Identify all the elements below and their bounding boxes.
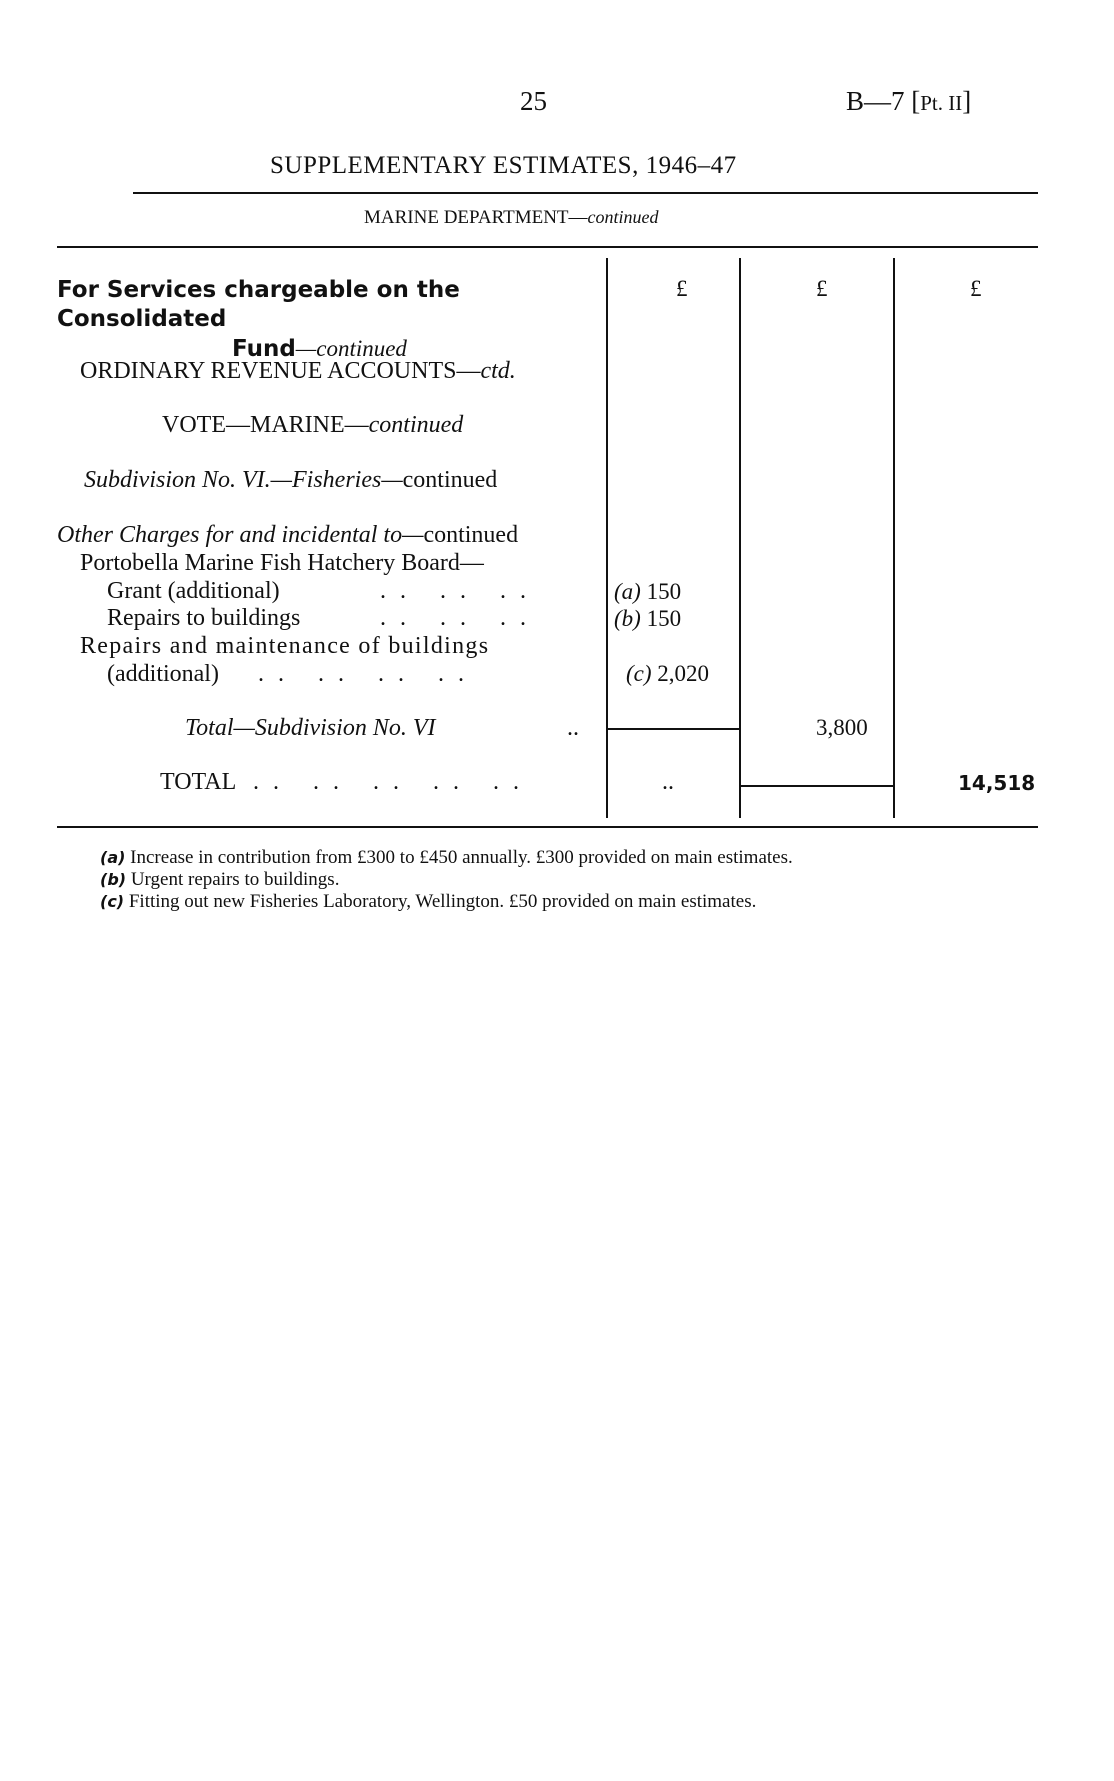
table-top-rule (57, 246, 1038, 248)
total-col1-dots: .. (662, 769, 674, 795)
row-repairs-dots: .. .. .. (380, 605, 540, 631)
document-reference (846, 86, 971, 117)
ref-close: ] (962, 86, 972, 116)
page-number: 25 (520, 86, 547, 116)
subtotal-amount: 3,800 (816, 715, 868, 740)
footnote-mark: (c) (626, 661, 652, 686)
subtotal-rule (606, 728, 739, 730)
ordinary-revenue-heading: ORDINARY REVENUE ACCOUNTS—ctd. (80, 358, 516, 384)
total-amount: 14,518 (958, 771, 1036, 795)
row-repairs-amount: (b) 150 (614, 606, 682, 631)
services-heading-line1: For Services chargeable on the Consolidated (57, 277, 460, 332)
footnote-mark: (b) (614, 606, 641, 631)
vote-heading: VOTE—MARINE—continued (162, 412, 464, 438)
currency-header-1: £ (676, 276, 688, 301)
total-label: TOTAL (160, 769, 237, 795)
currency-header-2: £ (816, 276, 828, 301)
board-heading: Portobella Marine Fish Hatchery Board— (80, 550, 484, 576)
footnote-a: (a) Increase in contribution from £300 to £450 annually. £300 provided on main estimates. (100, 847, 793, 868)
page-title: SUPPLEMENTARY ESTIMATES, 1946–47 (270, 152, 737, 179)
other-charges-heading: Other Charges for and incidental to—continued (57, 522, 519, 548)
total-rule (739, 785, 893, 787)
row-grant-label: Grant (additional) (107, 578, 280, 604)
row-repairs-label: Repairs to buildings (107, 605, 301, 631)
department-suffix: continued (587, 207, 659, 227)
column-divider-1 (606, 258, 608, 818)
row-grant-amount: (a) 150 (614, 579, 682, 604)
footnote-mark: (a) (614, 579, 641, 604)
column-divider-3 (893, 258, 895, 818)
row-maintenance-amount: (c) 2,020 (626, 661, 710, 686)
subdivision-heading: Subdivision No. VI.—Fisheries—continued (84, 467, 498, 493)
ref-code: B—7 [ (846, 86, 921, 116)
footnote-b: (b) Urgent repairs to buildings. (100, 869, 340, 890)
subtotal-label: Total—Subdivision No. VI (185, 715, 436, 741)
currency-header-3: £ (970, 276, 982, 301)
services-heading (57, 276, 597, 364)
fund-suffix: —continued (295, 336, 407, 361)
column-divider-2 (739, 258, 741, 818)
table-bottom-rule (57, 826, 1038, 828)
ref-part: Pt. II (920, 91, 963, 115)
row-maintenance-dots: .. .. .. .. (258, 661, 478, 687)
row-maintenance-label-line1: Repairs and maintenance of buildings (80, 633, 490, 659)
department-title (364, 207, 659, 229)
title-rule (133, 192, 1038, 194)
footnote-c: (c) Fitting out new Fisheries Laboratory, Wellington. £50 provided on main estimates. (100, 891, 757, 912)
subtotal-dots: .. (567, 715, 579, 741)
row-grant-dots: .. .. .. (380, 578, 540, 604)
department-name: MARINE DEPARTMENT— (364, 207, 588, 228)
row-maintenance-label-line2: (additional) (107, 661, 219, 687)
total-dots: .. .. .. .. .. (253, 769, 533, 795)
fund-label: Fund (232, 336, 296, 362)
